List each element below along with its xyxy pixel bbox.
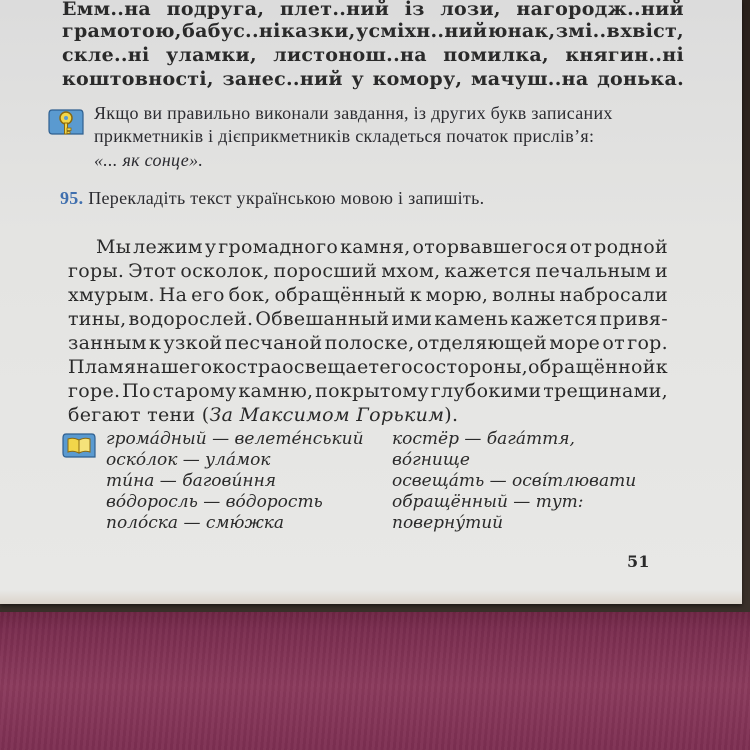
vocab-left-column [106, 429, 364, 534]
text-line: тины, водорослей. Обвешанный ими камень кажется привя- [68, 308, 668, 330]
vocab-entry: костёр — бага́ття, [392, 429, 575, 449]
exercise-top-line: коштовності, занес..ний у комору, мачуш..на донька. [62, 68, 684, 90]
book-icon [62, 430, 96, 460]
exercise-top-line: грамотою, бабус..ні казки, усміхн..ний юнак, змі..в хвіст, [62, 20, 684, 42]
hint-line: «... як сонце». [94, 150, 204, 170]
key-icon [46, 104, 86, 140]
vocab-entry: оско́лок — ула́мок [106, 450, 271, 470]
exercise-instruction: Перекладіть текст українською мовою і запишіть. [88, 188, 485, 208]
vocab-entry: во́гнище [392, 450, 470, 470]
text-line: горы. Этот осколок, поросший мхом, кажется печальным и [68, 260, 668, 282]
vocab-entry: обращённый — тут: [392, 492, 584, 512]
hint-line: прикметників і дієприкметників складеться початок прислів’я: [94, 126, 595, 146]
vocab-entry: поверну́тий [392, 513, 504, 533]
hint-line: Якщо ви правильно виконали завдання, із других букв записаних [94, 103, 613, 123]
text-line-last: бегают тени (За Максимом Горьким). [68, 404, 459, 426]
vocab-entry: во́доросль — во́дорость [106, 492, 323, 512]
text-line: горе. По старому камню, покрытому глубокими трещинами, [68, 380, 668, 402]
source-attribution: За Максимом Горьким [209, 404, 445, 426]
exercise-95-header [60, 188, 484, 209]
vocab-entry: освеща́ть — осві́тлювати [392, 471, 637, 491]
text-line: Пламя нашего костра освещает его со стороны, обращённой к [68, 356, 668, 378]
page-number: 51 [627, 552, 650, 571]
vocab-entry: ти́на — багови́ння [106, 471, 277, 491]
vocab-right-column [392, 429, 636, 534]
vocab-entry: поло́ска — смю́жка [106, 513, 285, 533]
text-line: Мы лежим у громадного камня, оторвавшегося от родной [96, 236, 668, 258]
exercise-top-line: скле..ні уламки, листонош..на помилка, княгин..ні [62, 44, 684, 66]
fabric-background [0, 590, 750, 750]
exercise-top-line: Емм..на подруга, плет..ний із лози, нагородж..ний [62, 0, 684, 20]
text-line: занным к узкой песчаной полоске, отделяющей море от гор. [68, 332, 668, 354]
text-line: хмурым. На его бок, обращённый к морю, волны набросали [68, 284, 668, 306]
vocab-entry: грома́дный — велете́нський [106, 429, 364, 449]
exercise-number: 95. [60, 188, 84, 208]
